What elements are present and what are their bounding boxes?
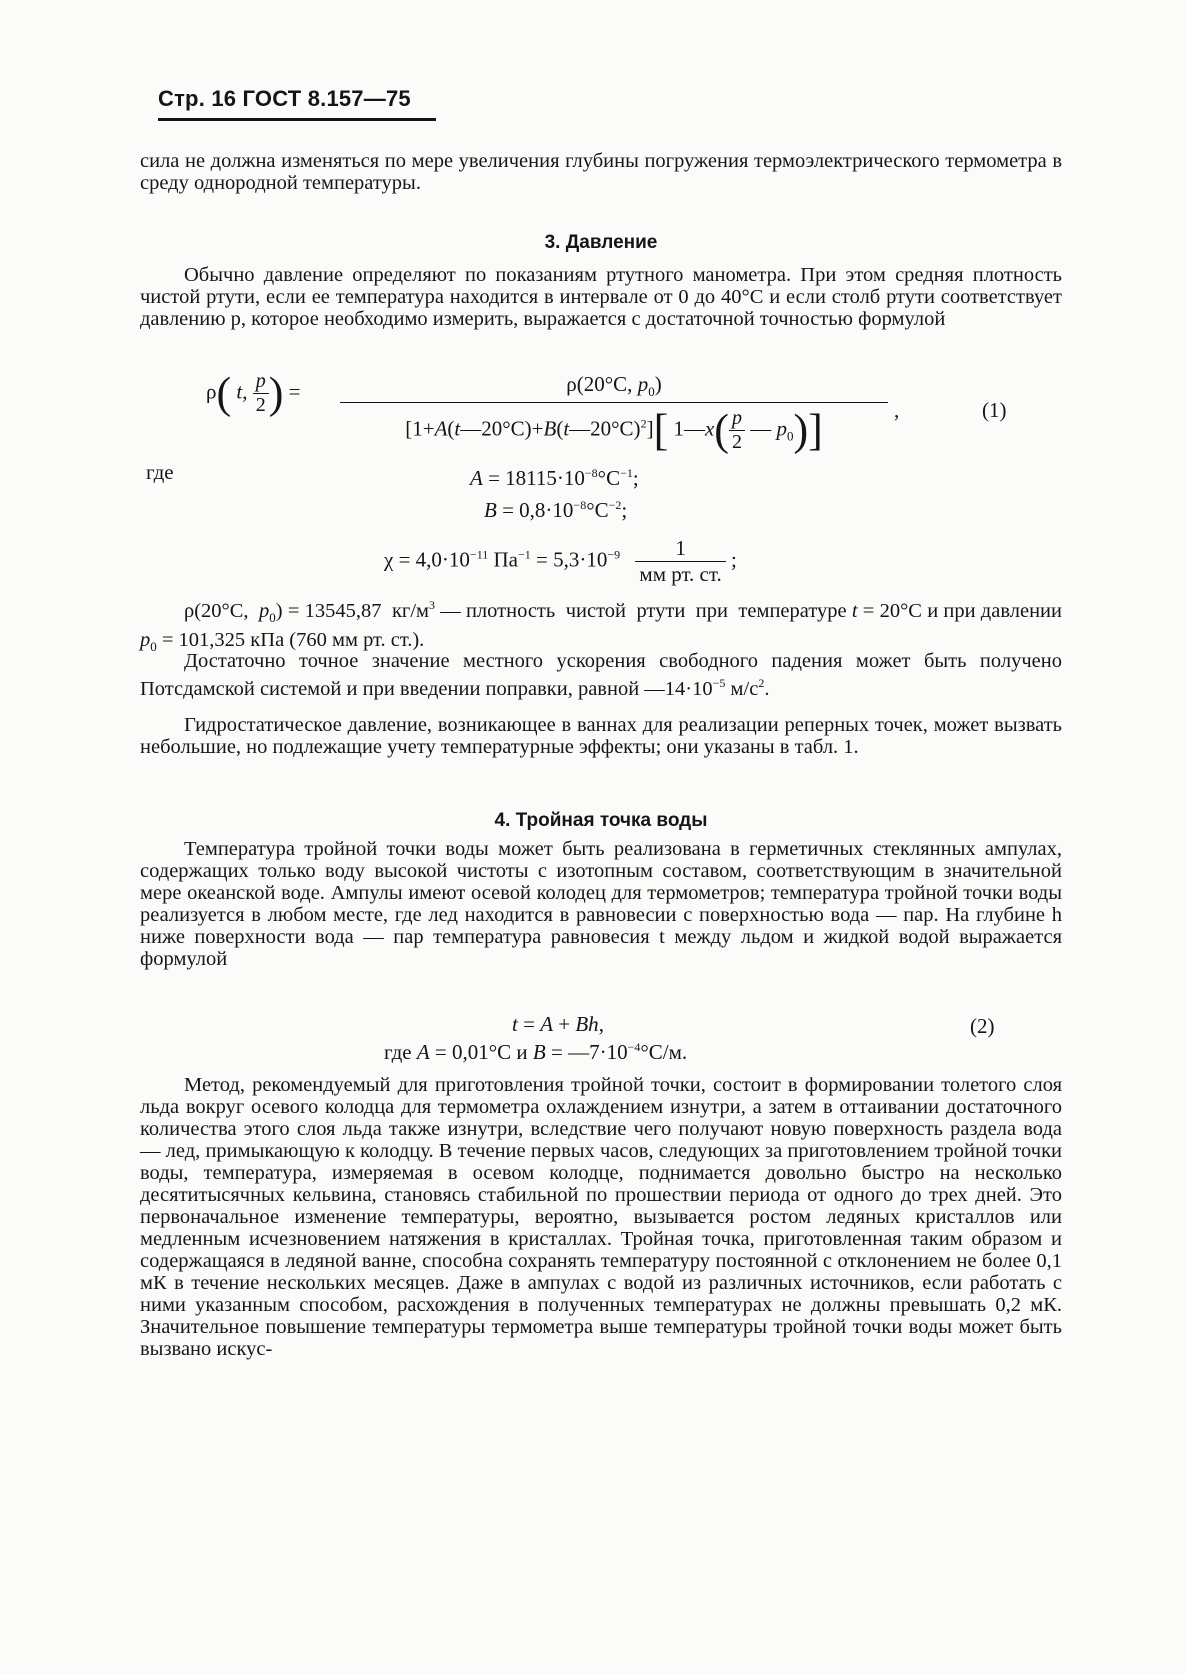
- paragraph-gravity: Достаточно точное значение местного ускорения свободного падения может быть получено Потсдамской системой и при введении поправки, равной $—14\cdot 10^{-5}$ $м/с^2$.: [140, 650, 1062, 700]
- formula-2-number: (2): [970, 1014, 995, 1038]
- formula-2-constants: где A = 0,01°C и $B = —7\cdot 10^{-4}^\circ C/м$.: [384, 1040, 688, 1064]
- paragraph-hydrostatic: Гидростатическое давление, возникающее в ваннах для реализации реперных точек, может вызвать небольшие, но подлежащие учету температурные эффекты; они указаны в табл. 1.: [140, 714, 1062, 758]
- formula-2: t = A + Bh,: [512, 1012, 604, 1036]
- formula-1-numerator: ρ(20°C, $p_0$): [340, 372, 888, 403]
- page-header: Стр. 16 ГОСТ 8.157—75: [158, 86, 436, 121]
- section-heading-pressure: 3. Давление: [544, 232, 658, 253]
- formula-1-fraction: [340, 372, 888, 454]
- formula-1-number: (1): [982, 398, 1007, 422]
- paragraph-pressure-intro: Обычно давление определяют по показаниям ртутного манометра. При этом средняя плотность чистой ртути, если ее температура находится в интервале от 0 до 40°C и если столб ртути соответствует давлению p, которое необходимо измерить, выражается с достаточной точностью формулой: [140, 264, 1062, 330]
- paragraph-triple-point-intro: Температура тройной точки воды может быть реализована в герметичных стеклянных ампулах, содержащих только воду высокой чистоты с изотопным составом, соответствующим в значительной мере океанской воде. Ампулы имеют осевой колодец для термометров; температура тройной точки воды реализуется в любом месте, где лед находится в равновесии с поверхностью вода — пар. На глубине h ниже поверхности вода — пар температура равновесия t между льдом и жидкой водой выражается формулой: [140, 838, 1062, 970]
- constant-b: $B = 0,8\cdot 10^{-8}^\circ C^{-2}$;: [484, 498, 628, 522]
- constant-chi: $\chi = 4,0\cdot 10^{-11}$ $Па^{-1} = 5,3\cdot 10^{-9}$ $\frac{1}{\text{мм рт. ст.}}$ ;: [384, 536, 737, 586]
- formula-1-comma: ,: [894, 398, 900, 422]
- where-label: где: [146, 460, 174, 484]
- paragraph-density-definition: ρ(20°C, $p_0) = 13545,87$ $кг/м^3$ — плотность чистой ртути при температуре t = 20°C и при давлении $p_0 = 101,325$ кПа (760 мм рт. ст.).: [140, 598, 1062, 655]
- constant-a: $A = 18115\cdot 10^{-8}^\circ C^{-1}$;: [470, 466, 639, 490]
- formula-1-denominator: [1+A(t—20°C)+B(t—20°C)$^2$][ 1—x( $\frac{p}{2}$ — $p_0$)]: [405, 405, 823, 455]
- section-heading-triple-point: 4. Тройная точка воды: [494, 810, 708, 831]
- paragraph-method: Метод, рекомендуемый для приготовления тройной точки, состоит в формировании толетого слоя льда вокруг осевого колодца для термометра охлаждением изнутри, а затем в оттаивании достаточного количества этого слоя льда также изнутри, вследствие чего получают новую поверхность раздела вода — лед, примыкающую к колодцу. В течение первых часов, следующих за приготовлением тройной точки воды, температура, измеряемая в осевом колодце, поднимается довольно быстро на несколько десятитысячных кельвина, становясь стабильной по прошествии периода от одного до трех дней. Это первоначальное изменение температуры, вероятно, вызывается ростом ледяных кристаллов или медленным исчезновением натяжения в кристаллах. Тройная точка, приготовленная таким образом и содержащаяся в ледяной ванне, способна сохранять температуру постоянной с отклонением не более 0,1 мК в течение нескольких месяцев. Даже в ампулах с водой из различных источников, если работать с ними указанным способом, расхождения в полученных температурах не должны превышать 0,2 мК. Значительное повышение температуры термометра выше температуры тройной точки воды может быть вызвано искус-: [140, 1074, 1062, 1360]
- paragraph-continuation: сила не должна изменяться по мере увеличения глубины погружения термоэлектрического термометра в среду однородной температуры.: [140, 150, 1062, 194]
- formula-1-lhs: ρ( t, $\frac{p}{2}$ ) =: [206, 368, 301, 418]
